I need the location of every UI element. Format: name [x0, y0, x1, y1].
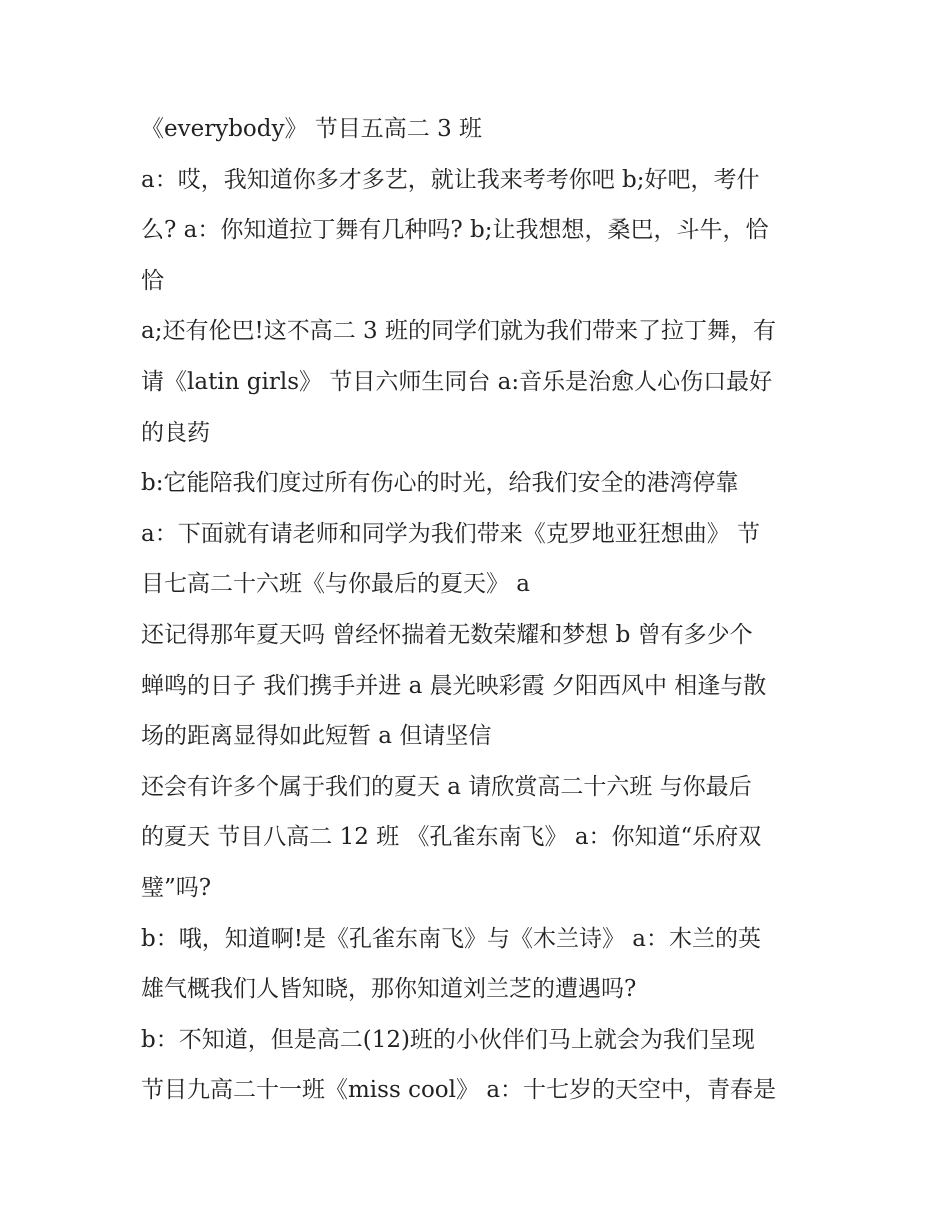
text-line: 节目九高二十一班《miss cool》 a：十七岁的天空中，青春是 [141, 1077, 777, 1104]
text-line: 恰 [141, 267, 164, 294]
text-line: a：哎，我知道你多才多艺，就让我来考考你吧 b;好吧，考什 [141, 166, 760, 193]
text-line: b：不知道，但是高二(12)班的小伙伴们马上就会为我们呈现 [141, 1026, 755, 1053]
text-line: 蝉鸣的日子 我们携手并进 a 晨光映彩霞 夕阳西风中 相逢与散 [141, 672, 767, 699]
text-line: a;还有伦巴!这不高二 3 班的同学们就为我们带来了拉丁舞，有 [141, 318, 776, 345]
text-line: 还记得那年夏天吗 曾经怀揣着无数荣耀和梦想 b 曾有多少个 [141, 621, 753, 648]
text-line: 么? a：你知道拉丁舞有几种吗? b;让我想想，桑巴，斗牛，恰 [141, 217, 769, 244]
text-line: 璧”吗? [141, 874, 212, 901]
text-line: b：哦，知道啊!是《孔雀东南飞》与《木兰诗》 a：木兰的英 [141, 925, 761, 952]
text-line: 的良药 [141, 419, 210, 446]
text-line: b:它能陪我们度过所有伤心的时光，给我们安全的港湾停靠 [141, 470, 739, 497]
document-body [141, 104, 831, 1116]
text-line: 场的距离显得如此短暂 a 但请坚信 [141, 723, 492, 750]
text-line: 的夏天 节目八高二 12 班 《孔雀东南飞》 a：你知道“乐府双 [141, 824, 762, 851]
text-line: 目七高二十六班《与你最后的夏天》 a [141, 571, 531, 598]
text-line: 还会有许多个属于我们的夏天 a 请欣赏高二十六班 与你最后 [141, 773, 752, 800]
text-line: 雄气概我们人皆知晓，那你知道刘兰芝的遭遇吗? [141, 976, 637, 1003]
text-line: 请《latin girls》 节目六师生同台 a:音乐是治愈人心伤口最好 [141, 368, 773, 395]
text-line: a：下面就有请老师和同学为我们带来《克罗地亚狂想曲》 节 [141, 520, 761, 547]
text-line: 《everybody》 节目五高二 3 班 [141, 116, 483, 142]
